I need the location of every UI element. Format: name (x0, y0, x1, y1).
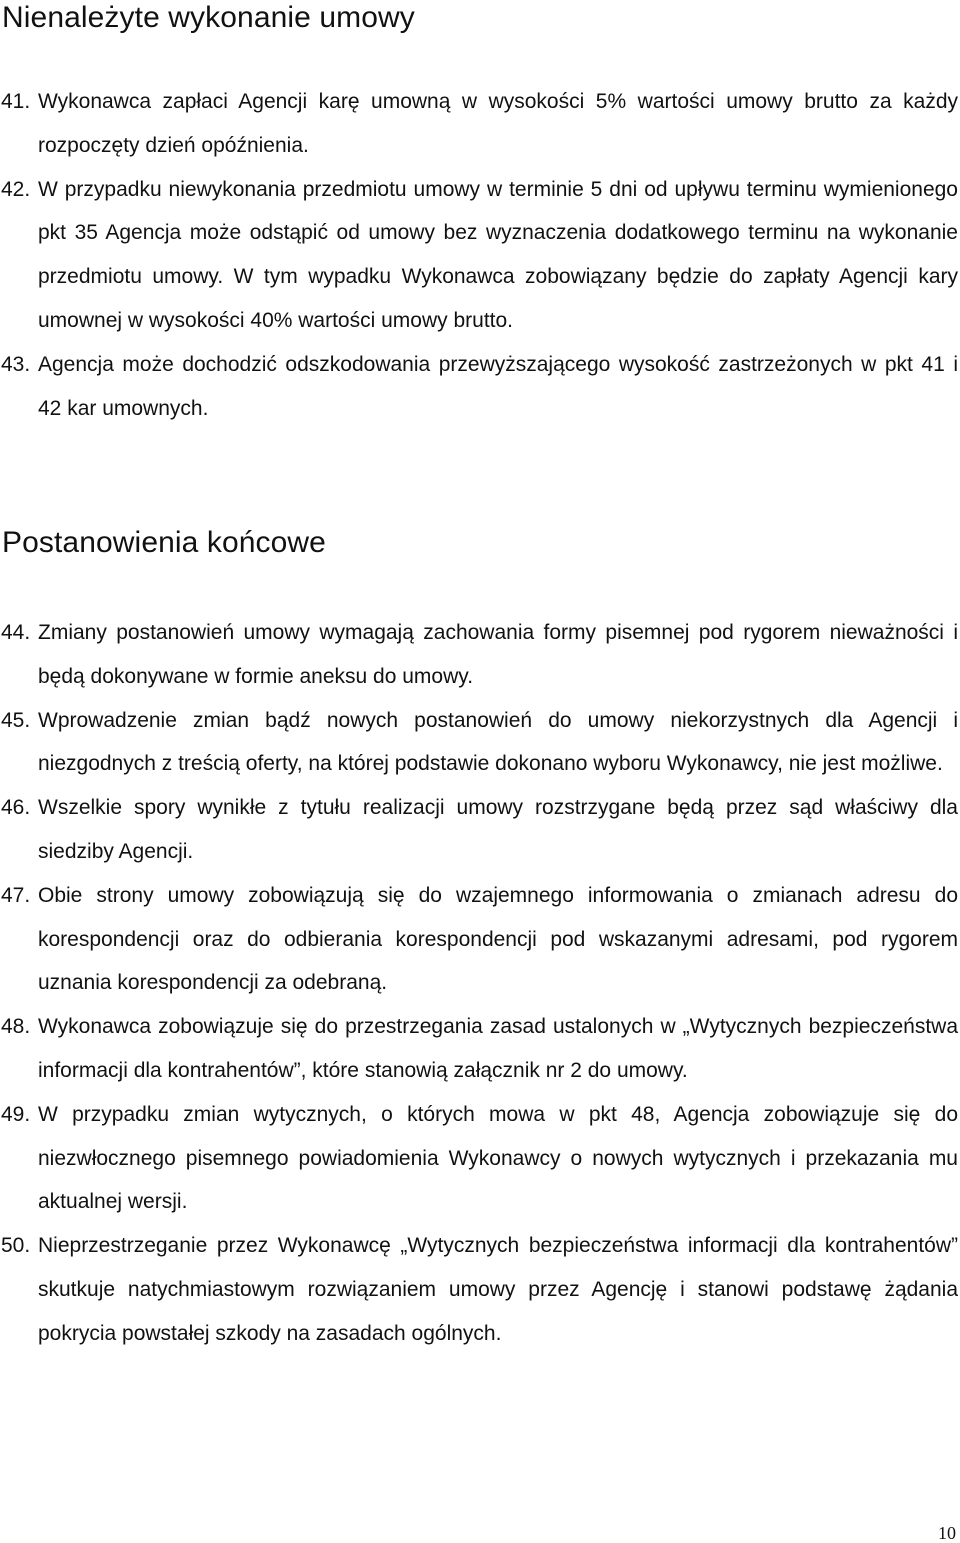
clause-number: 46. (1, 796, 31, 820)
clause-text: Zmiany postanowień umowy wymagają zachowania formy pisemnej pod rygorem nieważności i będą dokonywane w formie aneksu do umowy. (38, 621, 958, 688)
clause-48 (0, 1005, 958, 1093)
clause-45 (0, 699, 958, 787)
clause-number: 50. (1, 1234, 31, 1258)
clause-number: 41. (1, 90, 31, 113)
clause-44 (0, 611, 958, 699)
page-number: 10 (938, 1523, 956, 1543)
clause-43 (0, 343, 958, 431)
clause-text: Nieprzestrzeganie przez Wykonawcę „Wytycznych bezpieczeństwa informacji dla kontrahentów” skutkuje natychmiastowym rozwiązaniem umowy przez Agencję i stanowi podstawę żądania pokrycia powstałej szkody na zasadach ogólnych. (38, 1234, 958, 1345)
clause-text: W przypadku niewykonania przedmiotu umowy w terminie 5 dni od upływu terminu wymienionego pkt 35 Agencja może odstąpić od umowy bez wyznaczenia dodatkowego terminu na wykonanie przedmiotu umowy. W tym wypadku Wykonawca zobowiązany będzie do zapłaty Agencji kary umownej w wysokości 40% wartości umowy brutto. (38, 177, 958, 332)
clause-47 (0, 874, 958, 1005)
section-title-postanowienia-koncowe: Postanowienia końcowe (2, 526, 326, 559)
clause-list-section-1 (0, 80, 958, 430)
clause-42 (0, 168, 958, 343)
clause-41 (0, 80, 958, 168)
clause-number: 44. (1, 621, 31, 644)
clause-number: 45. (1, 708, 31, 732)
clause-number: 43. (1, 352, 31, 376)
clause-number: 48. (1, 1015, 31, 1039)
clause-text: Obie strony umowy zobowiązują się do wzajemnego informowania o zmianach adresu do korespondencji oraz do odbierania korespondencji pod wskazanymi adresami, pod rygorem uznania korespondencji za odebraną. (38, 883, 958, 995)
clause-46 (0, 786, 958, 874)
clause-number: 47. (1, 883, 31, 907)
clause-text: Wprowadzenie zmian bądź nowych postanowień do umowy niekorzystnych dla Agencji i niezgodnych z treścią oferty, na której podstawie dokonano wyboru Wykonawcy, nie jest możliwe. (38, 708, 958, 776)
clause-text: Wykonawca zapłaci Agencji karę umowną w wysokości 5% wartości umowy brutto za każdy rozpoczęty dzień opóźnienia. (38, 90, 958, 157)
clause-text: W przypadku zmian wytycznych, o których mowa w pkt 48, Agencja zobowiązuje się do niezwłocznego pisemnego powiadomienia Wykonawcy o nowych wytycznych i przekazania mu aktualnej wersji. (38, 1102, 958, 1214)
clause-text: Agencja może dochodzić odszkodowania przewyższającego wysokość zastrzeżonych w pkt 41 i 42 kar umownych. (38, 352, 958, 420)
clause-50 (0, 1224, 958, 1355)
clause-number: 42. (1, 177, 31, 201)
section-title-nienalezyte-wykonanie: Nienależyte wykonanie umowy (2, 1, 415, 34)
clause-49 (0, 1093, 958, 1224)
clause-number: 49. (1, 1102, 31, 1126)
clause-text: Wszelkie spory wynikłe z tytułu realizacji umowy rozstrzygane będą przez sąd właściwy dla siedziby Agencji. (38, 796, 958, 863)
clause-list-section-2 (0, 611, 958, 1356)
clause-text: Wykonawca zobowiązuje się do przestrzegania zasad ustalonych w „Wytycznych bezpieczeństwa informacji dla kontrahentów”, które stanowią załącznik nr 2 do umowy. (38, 1015, 958, 1082)
